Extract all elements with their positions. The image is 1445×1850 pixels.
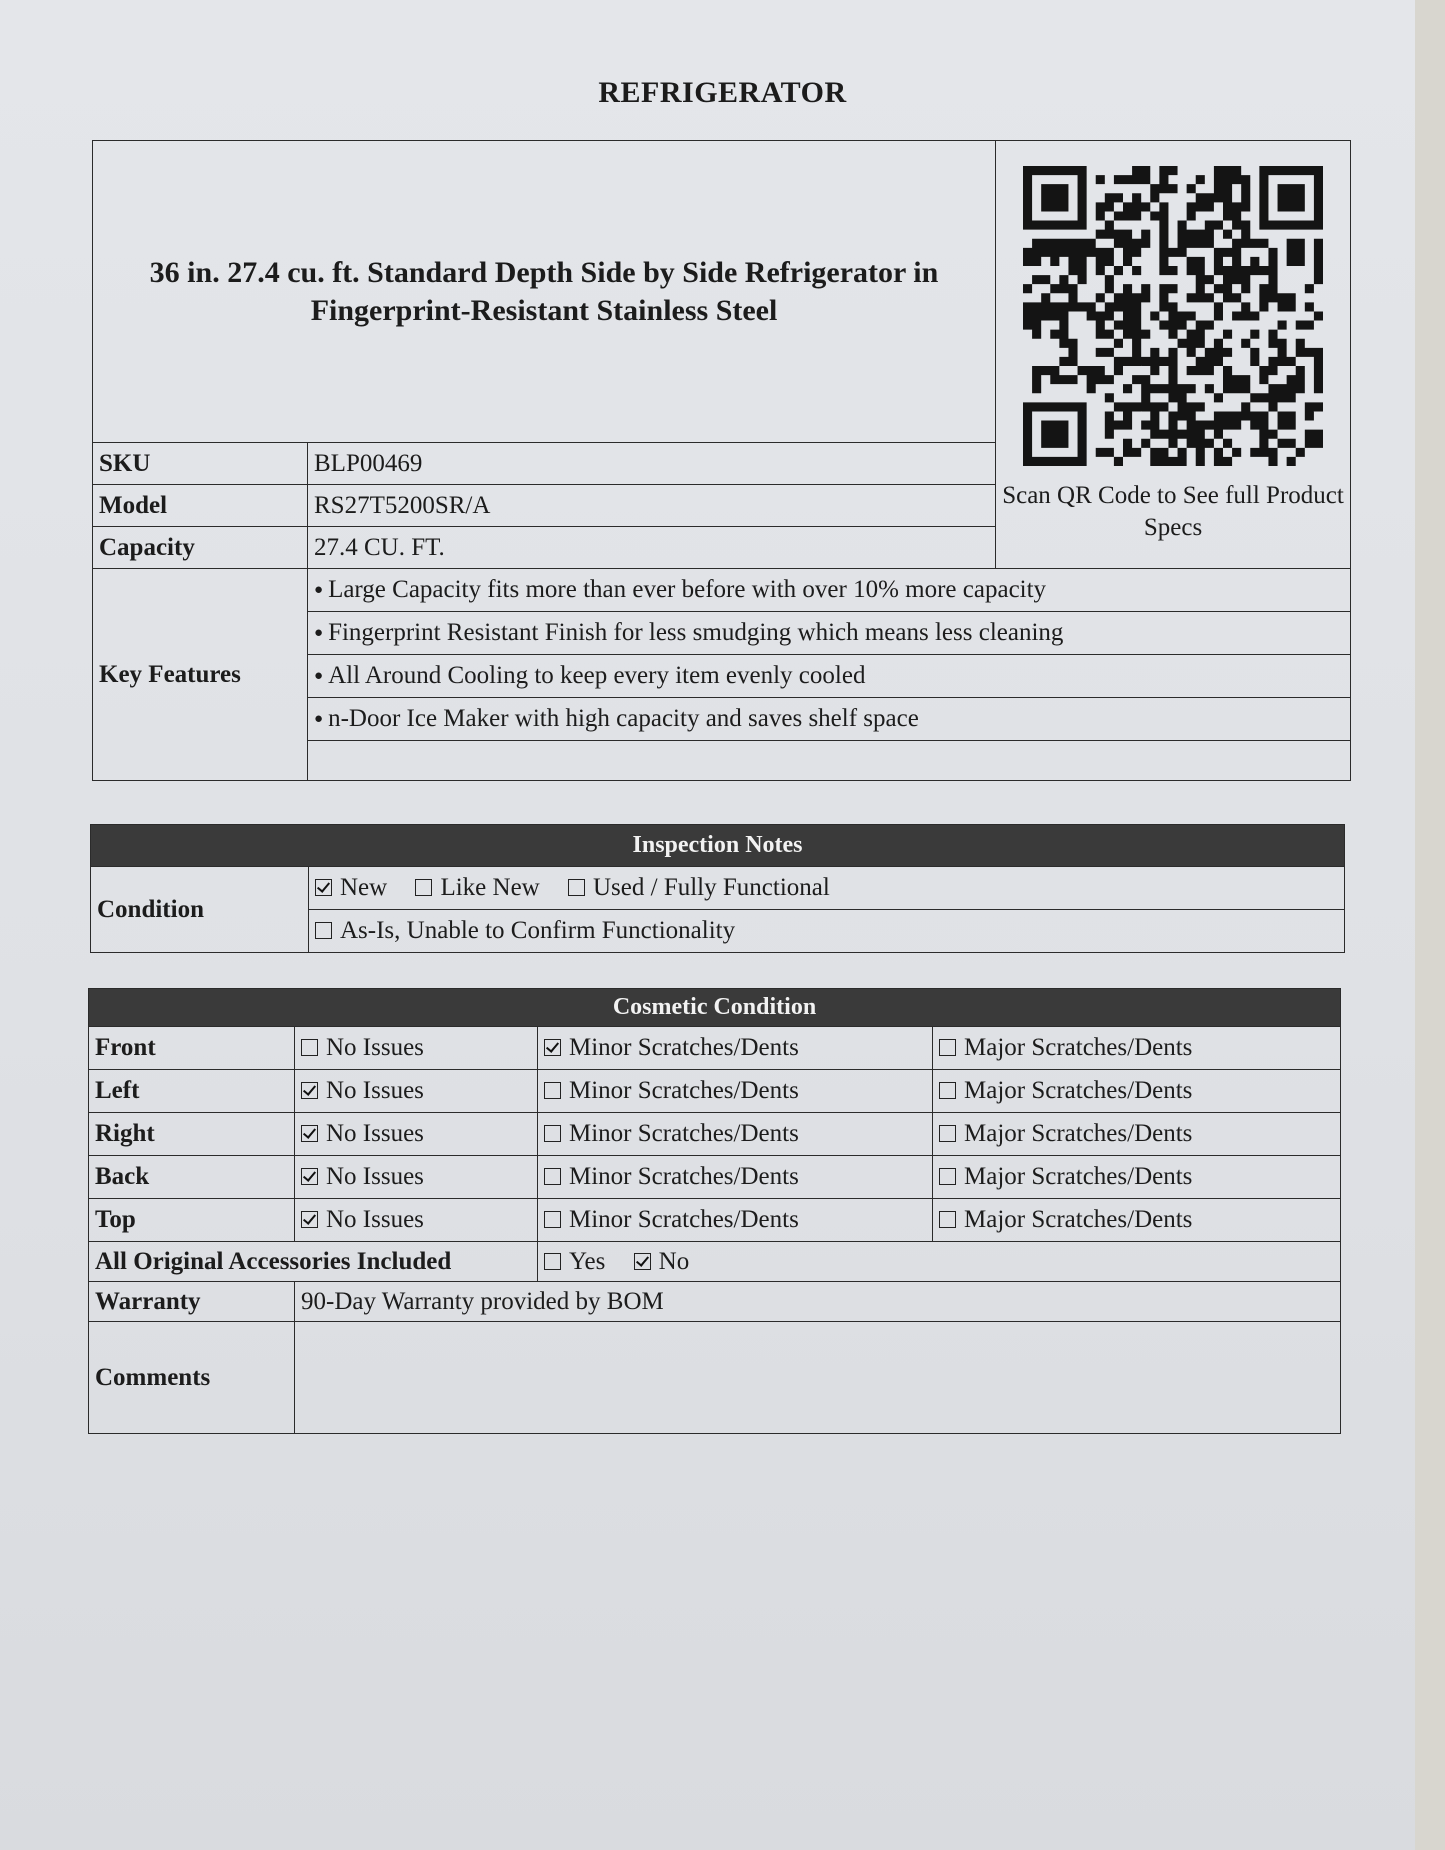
product-name: 36 in. 27.4 cu. ft. Standard Depth Side by Side Refrigerator in Fingerprint-Resistant Stainless Steel (93, 141, 996, 443)
option-label: New (340, 874, 388, 901)
option-label: No Issues (326, 1077, 424, 1104)
checkbox[interactable] (939, 1211, 956, 1228)
major-scratches-option[interactable] (933, 1027, 1341, 1070)
option-label: No Issues (326, 1034, 424, 1061)
option-label: Major Scratches/Dents (964, 1077, 1193, 1104)
checkbox[interactable] (939, 1125, 956, 1142)
minor-scratches-option[interactable] (538, 1199, 933, 1242)
checkbox[interactable] (939, 1039, 956, 1056)
condition-new-option[interactable] (315, 874, 387, 901)
row-label: Back (89, 1156, 295, 1199)
feature-item: ● n-Door Ice Maker with high capacity and saves shelf space (308, 698, 1351, 741)
feature-item: ● Fingerprint Resistant Finish for less smudging which means less cleaning (308, 612, 1351, 655)
row-label: Left (89, 1070, 295, 1113)
major-scratches-option[interactable] (933, 1070, 1341, 1113)
checkbox[interactable] (634, 1253, 651, 1270)
condition-label: Condition (91, 867, 309, 953)
model-label: Model (93, 485, 308, 527)
accessories-label: All Original Accessories Included (89, 1242, 538, 1282)
warranty-label: Warranty (89, 1282, 295, 1322)
checkbox[interactable] (415, 879, 432, 896)
option-label: Minor Scratches/Dents (569, 1163, 799, 1190)
checkbox[interactable] (939, 1082, 956, 1099)
checkbox[interactable] (301, 1211, 318, 1228)
checkbox[interactable] (301, 1039, 318, 1056)
checkbox[interactable] (544, 1168, 561, 1185)
checkbox[interactable] (315, 879, 332, 896)
cosmetic-row-front (89, 1027, 1341, 1070)
cosmetic-row-left (89, 1070, 1341, 1113)
checkbox[interactable] (544, 1253, 561, 1270)
inspection-notes-table (90, 824, 1345, 953)
checkbox[interactable] (301, 1168, 318, 1185)
feature-item-empty (308, 741, 1351, 781)
option-label: No Issues (326, 1206, 424, 1233)
checkbox[interactable] (544, 1125, 561, 1142)
option-label: Major Scratches/Dents (964, 1120, 1193, 1147)
cosmetic-header: Cosmetic Condition (89, 989, 1341, 1027)
row-label: Right (89, 1113, 295, 1156)
condition-as-is-row (309, 910, 1345, 953)
major-scratches-option[interactable] (933, 1113, 1341, 1156)
checkbox[interactable] (315, 922, 332, 939)
row-label: Front (89, 1027, 295, 1070)
option-label: As-Is, Unable to Confirm Functionality (340, 917, 736, 944)
condition-as-is-option[interactable] (315, 917, 735, 944)
comments-field[interactable] (295, 1322, 1341, 1434)
condition-options-row (309, 867, 1345, 910)
key-features-label: Key Features (93, 569, 308, 781)
no-issues-option[interactable] (295, 1070, 538, 1113)
option-label: No Issues (326, 1120, 424, 1147)
accessories-yes-option[interactable] (544, 1248, 605, 1275)
option-label: Minor Scratches/Dents (569, 1077, 799, 1104)
feature-item: ● Large Capacity fits more than ever before with over 10% more capacity (308, 569, 1351, 612)
warranty-value: 90-Day Warranty provided by BOM (295, 1282, 1341, 1322)
checkbox[interactable] (939, 1168, 956, 1185)
checkbox[interactable] (568, 879, 585, 896)
checkbox[interactable] (544, 1039, 561, 1056)
checkbox[interactable] (544, 1211, 561, 1228)
option-label: Major Scratches/Dents (964, 1163, 1193, 1190)
no-issues-option[interactable] (295, 1027, 538, 1070)
option-label: Yes (569, 1247, 606, 1275)
page-title: REFRIGERATOR (598, 76, 847, 109)
condition-used-option[interactable] (568, 874, 830, 901)
major-scratches-option[interactable] (933, 1199, 1341, 1242)
option-label: Major Scratches/Dents (964, 1206, 1193, 1233)
option-label: No (658, 1247, 690, 1275)
accessories-options (538, 1242, 1341, 1282)
checkbox[interactable] (544, 1082, 561, 1099)
minor-scratches-option[interactable] (538, 1113, 933, 1156)
cosmetic-condition-table (88, 988, 1341, 1434)
accessories-no-option[interactable] (634, 1248, 690, 1275)
minor-scratches-option[interactable] (538, 1070, 933, 1113)
sku-value: BLP00469 (308, 443, 996, 485)
option-label: Major Scratches/Dents (964, 1034, 1193, 1061)
checkbox[interactable] (301, 1125, 318, 1142)
option-label: Minor Scratches/Dents (569, 1120, 799, 1147)
comments-label: Comments (89, 1322, 295, 1434)
cosmetic-row-right (89, 1113, 1341, 1156)
option-label: Like New (440, 874, 540, 901)
minor-scratches-option[interactable] (538, 1156, 933, 1199)
cosmetic-row-back (89, 1156, 1341, 1199)
capacity-label: Capacity (93, 527, 308, 569)
sku-label: SKU (93, 443, 308, 485)
option-label: Minor Scratches/Dents (569, 1034, 799, 1061)
option-label: No Issues (326, 1163, 424, 1190)
qr-code[interactable] (1023, 166, 1323, 466)
feature-item: ● All Around Cooling to keep every item evenly cooled (308, 655, 1351, 698)
capacity-value: 27.4 CU. FT. (308, 527, 996, 569)
cosmetic-row-top (89, 1199, 1341, 1242)
no-issues-option[interactable] (295, 1156, 538, 1199)
no-issues-option[interactable] (295, 1199, 538, 1242)
product-info-table (92, 140, 1351, 781)
minor-scratches-option[interactable] (538, 1027, 933, 1070)
major-scratches-option[interactable] (933, 1156, 1341, 1199)
no-issues-option[interactable] (295, 1113, 538, 1156)
qr-cell (996, 141, 1351, 569)
row-label: Top (89, 1199, 295, 1242)
checkbox[interactable] (301, 1082, 318, 1099)
model-value: RS27T5200SR/A (308, 485, 996, 527)
option-label: Minor Scratches/Dents (569, 1206, 799, 1233)
inspection-header: Inspection Notes (91, 825, 1345, 867)
condition-like-new-option[interactable] (415, 874, 539, 901)
option-label: Used / Fully Functional (593, 874, 830, 901)
qr-caption: Scan QR Code to See full Product Specs (1002, 481, 1344, 541)
qr-modules (1023, 166, 1323, 466)
